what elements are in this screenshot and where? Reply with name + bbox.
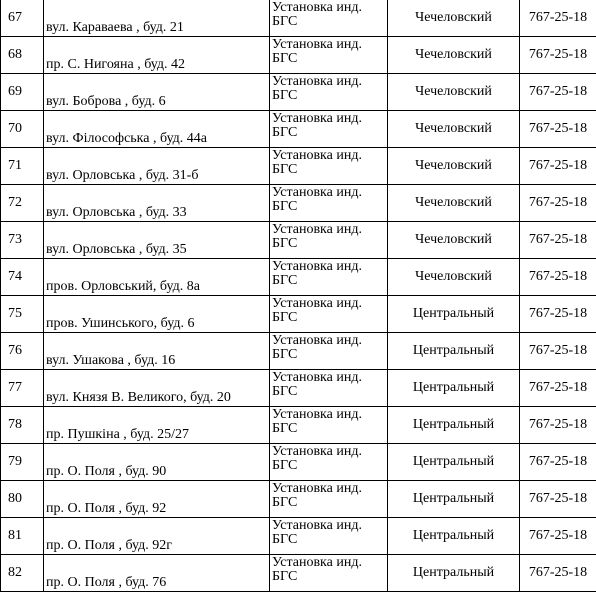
phone-cell: 767-25-18 [520,148,596,185]
address-cell: пров. Орловський, буд. 8а [44,259,270,296]
work-type-cell [270,407,388,444]
work-type-line2: БГС [272,237,387,251]
work-type-line2: БГС [272,422,387,436]
work-type-line1: Установка инд. [272,38,387,52]
address-cell: пров. Ушинського, буд. 6 [44,296,270,333]
work-type-line1: Установка инд. [272,408,387,422]
district-cell: Центральный [388,481,520,518]
work-type-line1: Установка инд. [272,334,387,348]
work-type-cell [270,74,388,111]
work-type-line2: БГС [272,496,387,510]
row-number: 70 [1,111,44,148]
work-type-cell [270,222,388,259]
work-type-line2: БГС [272,533,387,547]
work-type-line2: БГС [272,385,387,399]
district-cell: Чечеловский [388,222,520,259]
district-cell: Чечеловский [388,259,520,296]
work-type-line1: Установка инд. [272,482,387,496]
address-cell: пр. Пушкіна , буд. 25/27 [44,407,270,444]
work-type-line1: Установка инд. [272,75,387,89]
row-number: 74 [1,259,44,296]
row-number: 73 [1,222,44,259]
work-type-cell [270,37,388,74]
address-cell: пр. О. Поля , буд. 76 [44,555,270,592]
work-type-line2: БГС [272,126,387,140]
address-cell: пр. О. Поля , буд. 92г [44,518,270,555]
work-type-line1: Установка инд. [272,297,387,311]
work-type-cell [270,444,388,481]
table-row [1,407,596,444]
row-number: 68 [1,37,44,74]
phone-cell: 767-25-18 [520,481,596,518]
address-cell: вул. Орловська , буд. 33 [44,185,270,222]
row-number: 80 [1,481,44,518]
work-type-cell [270,333,388,370]
phone-cell: 767-25-18 [520,37,596,74]
district-cell: Чечеловский [388,37,520,74]
address-cell: вул. Орловська , буд. 31-б [44,148,270,185]
phone-cell: 767-25-18 [520,296,596,333]
table-row [1,259,596,296]
district-cell: Центральный [388,444,520,481]
work-type-line2: БГС [272,89,387,103]
table-body [1,0,596,592]
district-cell: Центральный [388,296,520,333]
table-row [1,296,596,333]
table-row [1,481,596,518]
phone-cell: 767-25-18 [520,370,596,407]
work-type-cell [270,518,388,555]
table-row [1,370,596,407]
address-cell: вул. Філософська , буд. 44а [44,111,270,148]
table-row [1,444,596,481]
work-type-line2: БГС [272,15,387,29]
work-type-line1: Установка инд. [272,149,387,163]
work-type-line1: Установка инд. [272,260,387,274]
address-cell: вул. Караваева , буд. 21 [44,0,270,37]
district-cell: Чечеловский [388,0,520,37]
table-row [1,37,596,74]
district-cell: Центральный [388,518,520,555]
district-cell: Центральный [388,555,520,592]
work-type-cell [270,111,388,148]
row-number: 67 [1,0,44,37]
work-type-line2: БГС [272,274,387,288]
work-type-line1: Установка инд. [272,112,387,126]
row-number: 72 [1,185,44,222]
table-row [1,111,596,148]
work-type-cell [270,481,388,518]
work-type-line1: Установка инд. [272,1,387,15]
work-type-cell [270,370,388,407]
phone-cell: 767-25-18 [520,407,596,444]
work-type-line2: БГС [272,311,387,325]
work-type-cell [270,148,388,185]
district-cell: Центральный [388,333,520,370]
work-type-line1: Установка инд. [272,519,387,533]
row-number: 79 [1,444,44,481]
address-cell: вул. Князя В. Великого, буд. 20 [44,370,270,407]
work-type-line1: Установка инд. [272,186,387,200]
work-type-line2: БГС [272,570,387,584]
district-cell: Центральный [388,407,520,444]
work-type-line1: Установка инд. [272,445,387,459]
table-row [1,74,596,111]
work-type-line1: Установка инд. [272,223,387,237]
table-row [1,185,596,222]
phone-cell: 767-25-18 [520,74,596,111]
phone-cell: 767-25-18 [520,444,596,481]
address-cell: вул. Ушакова , буд. 16 [44,333,270,370]
row-number: 75 [1,296,44,333]
row-number: 77 [1,370,44,407]
district-cell: Чечеловский [388,111,520,148]
address-cell: пр. О. Поля , буд. 90 [44,444,270,481]
table-row [1,555,596,592]
address-cell: вул. Боброва , буд. 6 [44,74,270,111]
table-row [1,333,596,370]
work-type-line2: БГС [272,163,387,177]
address-cell: пр. С. Нигояна , буд. 42 [44,37,270,74]
phone-cell: 767-25-18 [520,259,596,296]
phone-cell: 767-25-18 [520,222,596,259]
phone-cell: 767-25-18 [520,555,596,592]
district-cell: Чечеловский [388,185,520,222]
work-type-cell [270,0,388,37]
work-type-line2: БГС [272,52,387,66]
phone-cell: 767-25-18 [520,0,596,37]
work-type-cell [270,296,388,333]
work-type-line1: Установка инд. [272,556,387,570]
phone-cell: 767-25-18 [520,518,596,555]
district-cell: Чечеловский [388,148,520,185]
address-cell: вул. Орловська , буд. 35 [44,222,270,259]
phone-cell: 767-25-18 [520,333,596,370]
table-row [1,0,596,37]
phone-cell: 767-25-18 [520,185,596,222]
row-number: 69 [1,74,44,111]
row-number: 81 [1,518,44,555]
work-type-line1: Установка инд. [272,371,387,385]
row-number: 76 [1,333,44,370]
work-type-line2: БГС [272,348,387,362]
table-row [1,148,596,185]
row-number: 82 [1,555,44,592]
district-cell: Чечеловский [388,74,520,111]
row-number: 71 [1,148,44,185]
work-type-cell [270,555,388,592]
district-cell: Центральный [388,370,520,407]
phone-cell: 767-25-18 [520,111,596,148]
work-type-line2: БГС [272,200,387,214]
work-type-line2: БГС [272,459,387,473]
work-type-cell [270,259,388,296]
address-cell: пр. О. Поля , буд. 92 [44,481,270,518]
table-row [1,518,596,555]
table-row [1,222,596,259]
work-type-cell [270,185,388,222]
row-number: 78 [1,407,44,444]
